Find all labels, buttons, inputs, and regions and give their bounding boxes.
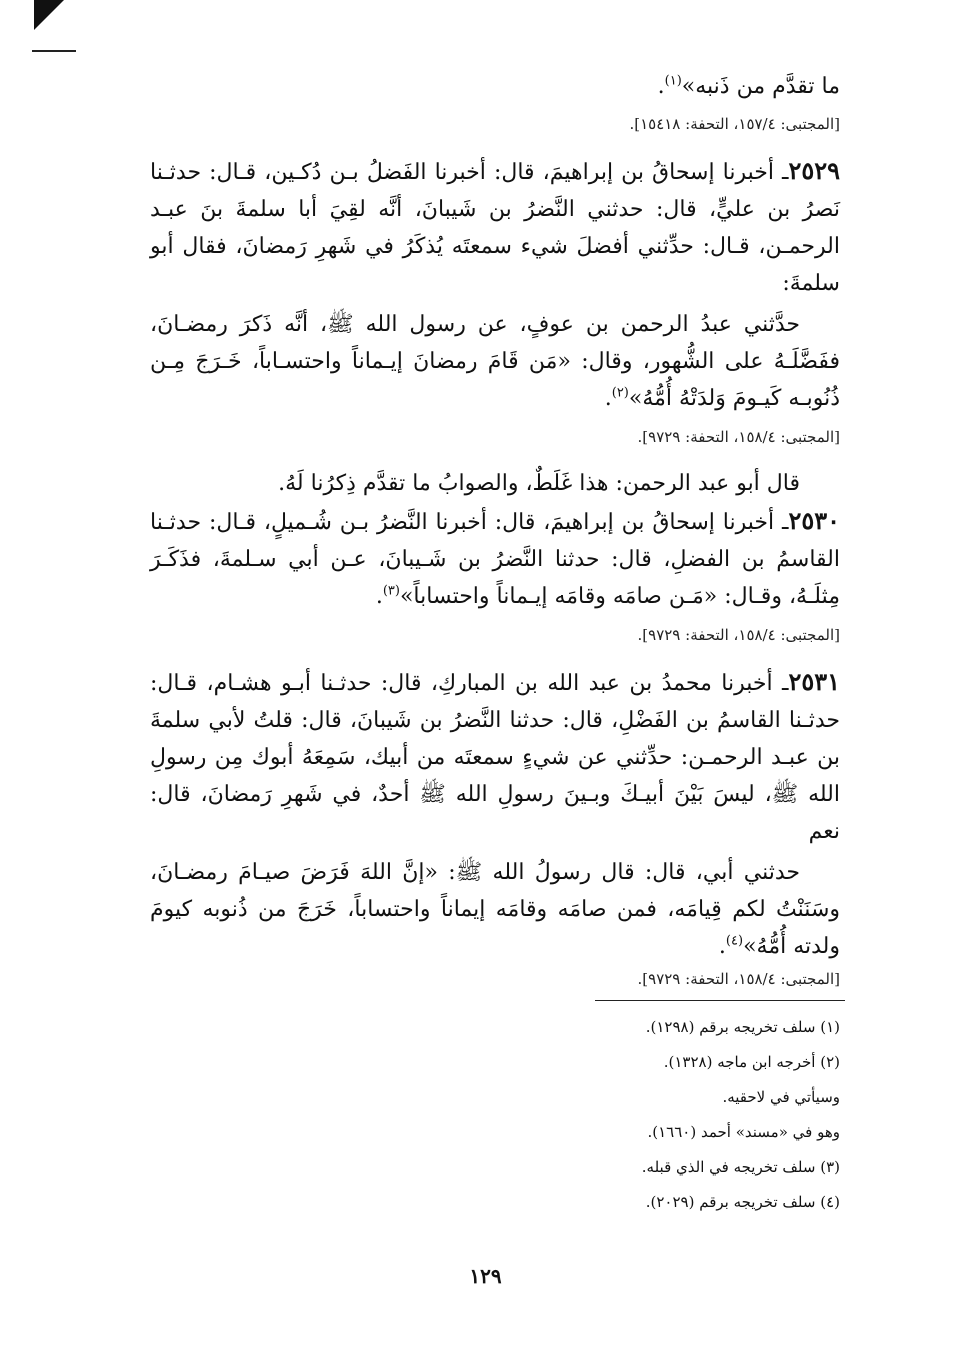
hadith-number: ٢٥٣١ — [788, 667, 840, 696]
footnote-marker: (٢) — [611, 385, 629, 401]
hadith-2531-para2: حدثني أبي، قال: قال رسولُ الله ﷺ: «إنَّ اللهَ فَرَضَ صيـامَ رمضـانَ، وسَنَنْتُ لكم قِيامَه، فمن صامَه وقامَه إيماناً واحتساباً، خَرَجَ من ذُنوبه كيومَ ولدته أُمُّهُ» — [150, 860, 840, 959]
footnote-item: (١) سلف تخريجه برقم (١٢٩٨). — [645, 1018, 840, 1036]
period: . — [718, 934, 726, 959]
hadith-2531-para1: ـ أخبرنا محمدُ بن عبد الله بن المباركِ، قال: حدثـنا أبـو هشـام، قـال: حدثـنا القاسمُ بن الفَضْلِ، قال: حدثنا النَّضرُ بن شَيبانَ، قال: قلتُ لأبي سلمةَ بن عبـد الرحمـن: حدِّثني عن شيءٍ سمعتَه من أبيك، سَمِعَهُ أبوك مِن رسولِ الله ﷺ، ليسَ بَيْنَ أبيـكَ وبـينَ رسولِ الله ﷺ أحدٌ، في شَهرِ رَمضانَ، قال: نعم — [150, 671, 840, 844]
period: . — [375, 584, 383, 609]
continued-text: ما تقدَّم من ذَنبه» — [681, 74, 840, 99]
hadith-2531 — [150, 663, 840, 991]
hadith-number: ٢٥٣٠ — [788, 506, 840, 535]
footnotes — [500, 1010, 840, 1220]
footnote-item: وسيأتي في لاحقيه. — [722, 1088, 840, 1106]
hadith-2530-text — [150, 502, 840, 615]
main-text — [150, 60, 840, 1007]
hadith-2531-matn — [150, 854, 840, 965]
footnote-marker: (٣) — [382, 583, 400, 599]
reference-line: [المجتبى: ١٥٨/٤، التحفة: ٩٧٢٩]. — [637, 970, 840, 988]
footnote-separator — [595, 1000, 845, 1001]
hadith-2529-isnad — [150, 152, 840, 302]
footnote-item: (٤) سلف تخريجه برقم (٢٠٢٩). — [645, 1193, 840, 1211]
footnote-item: وهو في «مسند» أحمد (١٦٦٠). — [647, 1123, 840, 1141]
hadith-2530-para1: ـ أخبرنا إسحاقُ بن إبراهيمَ، قال: أخبرنا النَّضرُ بـن شُـميلٍ، قـال: حدثـنا القاسمُ بن الفضلِ، قال: حدثنا النَّضرُ بن شَـيبانَ، عـن أبي سـلمةَ، فذَكَـرَ مِثلَـهُ، وقـال: «مَـن صامَه وقامَه إيـماناً واحتساباً» — [150, 510, 840, 609]
hadith-2529-matn — [150, 306, 840, 417]
author-remark: قال أبو عبد الرحمن: هذا غَلَطٌ، والصوابُ ما تقدَّم ذِكرُنا لَهُ. — [278, 471, 800, 496]
reference-line: [المجتبى: ١٥٧/٤، التحفة: ١٥٤١٨]. — [629, 115, 840, 133]
hadith-2529-para1: ـ أخبرنا إسحاقُ بن إبراهيمَ، قال: أخبرنا الفَضلُ بـن دُكـين، قـال: حدثـنا نَصرُ بن عليٍّ، قال: حدثني النَّضرُ بن شَيبانَ، أنَّه لقِيَ أبا سلمةَ بنَ عبـد الرحمـن، قـال: حدِّثني أفضلَ شيء سمعتَه يُذكَرُ في شَهرِ رَمضانَ، فقال أبو سلمةَ: — [150, 160, 840, 296]
page-number: ١٢٩ — [469, 1264, 502, 1288]
hadith-2529-para2: حدَّثني عبدُ الرحمن بن عوفٍ، عن رسول الله ﷺ، أنَّه ذَكرَ رمضـانَ، ففَضَّلَـهُ على الشُّهور، وقال: «مَن قَامَ رمضانَ إيـماناً واحتسـاباً، خَـرَجَ مِـن ذُنُوبـه كَيـومَ وَلدَتْهُ أُمُّهُ» — [150, 312, 840, 411]
corner-mark — [34, 0, 64, 30]
hadith-number: ٢٥٢٩ — [788, 156, 840, 185]
period: . — [657, 74, 665, 99]
footnote-item: (٢) أخرجه ابن ماجه (١٣٢٨). — [663, 1053, 840, 1071]
corner-rule — [32, 50, 76, 52]
continued-line — [150, 70, 840, 104]
period: . — [604, 386, 612, 411]
footnote-item: (٣) سلف تخريجه في الذي قبله. — [641, 1158, 840, 1176]
hadith-2530 — [150, 502, 840, 647]
hadith-2529 — [150, 152, 840, 449]
hadith-2531-isnad — [150, 663, 840, 850]
footnote-marker: (١) — [664, 73, 682, 89]
reference-line: [المجتبى: ١٥٨/٤، التحفة: ٩٧٢٩]. — [637, 428, 840, 446]
footnote-marker: (٤) — [725, 933, 744, 949]
reference-line: [المجتبى: ١٥٨/٤، التحفة: ٩٧٢٩]. — [637, 626, 840, 644]
